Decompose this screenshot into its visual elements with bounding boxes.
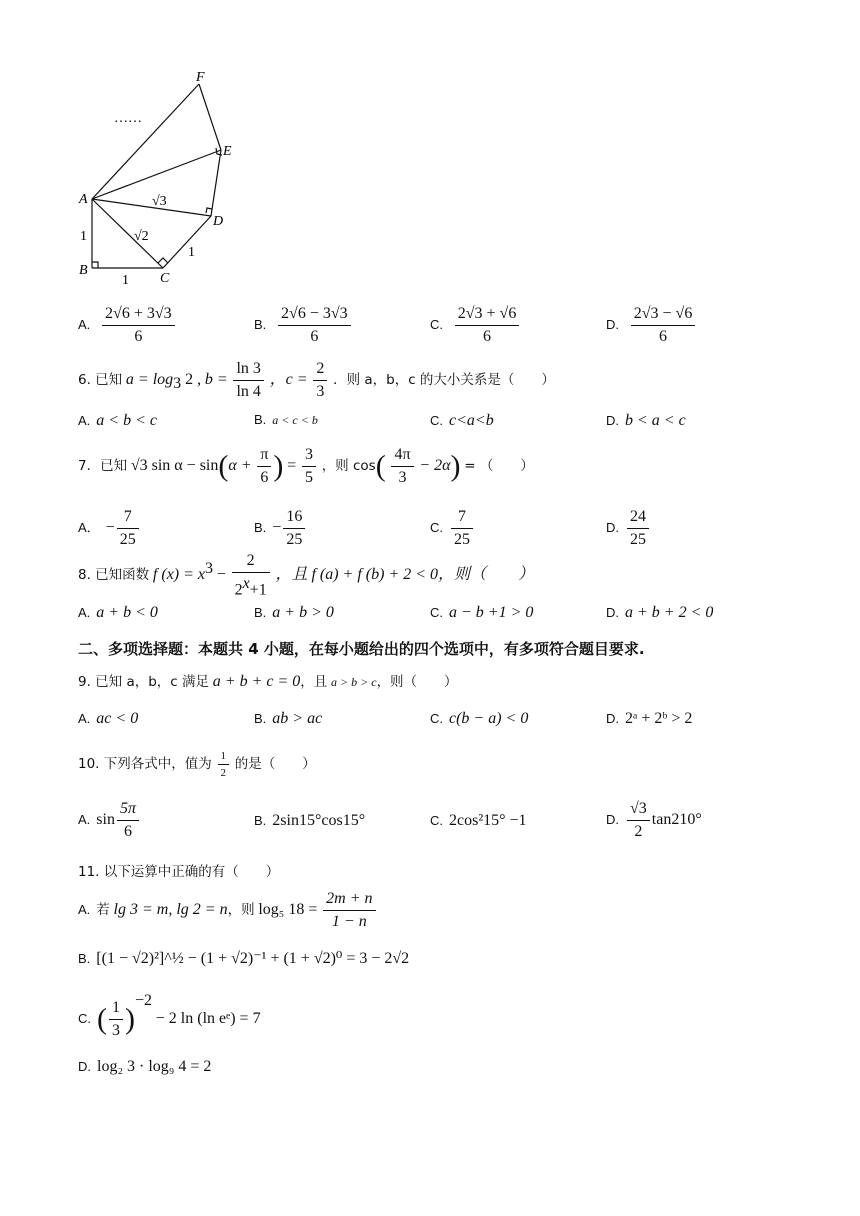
q5-option-d[interactable]: D. $\frac{2√3 - √6}{6}$ (606, 305, 697, 346)
point-d-label: D (213, 214, 224, 229)
q5-option-a[interactable]: A. $\frac{2√6 + 3√3}{6}$ (78, 305, 177, 346)
q11-option-d[interactable]: D. log₂ 3 · log₉ 4 = 2 (78, 1058, 212, 1075)
q8-option-b[interactable]: B. a + b > 0 (254, 604, 334, 621)
q8-option-d[interactable]: D. a + b + 2 < 0 (606, 604, 714, 621)
q11-option-b[interactable]: B. [(1 − √2)²]^½ − (1 + √2)⁻¹ + (1 + √2)⁰ = 3 − 2√2 (78, 950, 410, 967)
segment-de (211, 150, 221, 216)
q9-option-a[interactable]: A. ac < 0 (78, 710, 139, 727)
q9-option-b[interactable]: B. ab > ac (254, 710, 323, 727)
edge-ac-label: √2 (134, 229, 149, 244)
q6-stem: 6. 已知 $a = \log_3 2$ , b = $\frac{\ln 3}{\ln 4}$ ，c = $\frac{2}{3}$ ．则 a，b，c 的大小关系是（ ） (78, 360, 555, 400)
section-title: 二、多项选择题：本题共 4 小题，在每小题给出的四个选项中，有多项符合题目要求. (78, 640, 645, 658)
segment-ac (92, 199, 163, 268)
q9-option-c[interactable]: C. c(b − a) < 0 (430, 710, 529, 727)
point-f-label: F (196, 70, 205, 85)
q8-option-a[interactable]: A. a + b < 0 (78, 604, 158, 621)
q8-option-c[interactable]: C. a − b +1 > 0 (430, 604, 534, 621)
q6-option-c[interactable]: C. c<a<b (430, 412, 494, 429)
segment-ae (92, 150, 221, 199)
segment-af (92, 84, 199, 199)
geometry-figure (70, 60, 270, 300)
segment-cd (163, 216, 211, 268)
edge-ad-label: √3 (152, 194, 167, 209)
q7-stem: 7．已知 √3 sin α − sin(α + $\frac{\pi}{6}$ ) = $\frac{3}{5}$ ，则 cos( $\frac{4\pi}{3}$ − 2α) = （ ） (78, 446, 534, 486)
point-b-label: B (79, 263, 88, 278)
point-e-label: E (223, 144, 232, 159)
q6-option-d[interactable]: D. b < a < c (606, 412, 686, 429)
q10-option-b[interactable]: B. 2sin15°cos15° (254, 812, 366, 829)
dots-label: …… (114, 111, 142, 126)
edge-cd-label: 1 (188, 245, 195, 260)
q7-option-d[interactable]: D. $\frac{24}{25}$ (606, 508, 651, 549)
point-a-label: A (79, 192, 88, 207)
right-angle-c (158, 258, 168, 263)
edge-bc-label: 1 (122, 273, 129, 288)
q9-option-d[interactable]: D. 2ᵃ + 2ᵇ > 2 (606, 710, 693, 727)
q7-option-a[interactable]: A． − $\frac{7}{25}$ (78, 508, 141, 549)
q9-stem: 9. 已知 a，b，c 满足 a + b + c = 0，且 a > b > c，则（ ） (78, 673, 458, 690)
q10-option-c[interactable]: C. 2cos²15° −1 (430, 812, 527, 829)
q10-option-a[interactable]: A. sin $\frac{5\pi}{6}$ (78, 800, 141, 841)
q11-stem: 11. 以下运算中正确的有（ ） (78, 864, 280, 880)
q10-stem: 10. 下列各式中，值为 $\frac{1}{2}$ 的是（ ） (78, 750, 316, 779)
q5-option-c[interactable]: C. $\frac{2√3 + √6}{6}$ (430, 305, 521, 346)
q8-stem: 8. 已知函数 f $(x) = x^3$ − $\frac{2}{2^x+1}$ ，且 f (a) + f (b) + 2 < 0，则（ ） (78, 552, 535, 599)
q6-option-a[interactable]: A. a < b < c (78, 412, 157, 429)
q7-option-c[interactable]: C. $\frac{7}{25}$ (430, 508, 475, 549)
segment-ef (199, 84, 221, 150)
q5-option-b[interactable]: B. $\frac{2√6 - 3√3}{6}$ (254, 305, 353, 346)
right-angle-b (92, 262, 98, 268)
q7-option-b[interactable]: B. − $\frac{16}{25}$ (254, 508, 307, 549)
q11-option-c[interactable]: C. ( $\frac{1}{3}$ )$^{-2}$ − 2 ln (ln eᵉ) = 7 (78, 992, 261, 1040)
q6-option-b[interactable]: B. a < c < b (254, 412, 318, 427)
point-c-label: C (160, 271, 170, 286)
q10-option-d[interactable]: D. $\frac{√3}{2}$ tan210° (606, 800, 702, 840)
edge-ab-label: 1 (80, 229, 87, 244)
q11-option-a[interactable]: A. 若 lg 3 = m, lg 2 = n，则 log₅ 18 = $\frac{2m + n}{1 - n}$ (78, 890, 378, 931)
